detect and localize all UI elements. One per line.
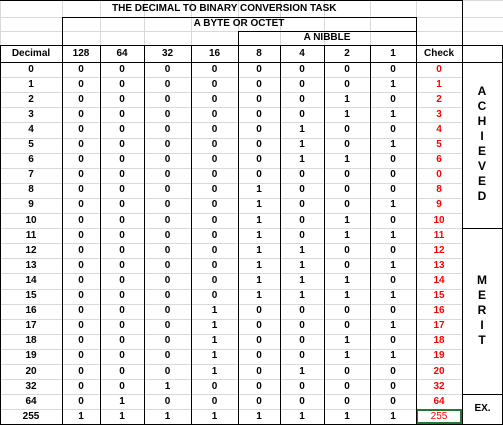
bit-cell[interactable]: 1 (119, 410, 125, 422)
bit-cell[interactable]: 1 (211, 305, 218, 317)
check-cell[interactable]: 19 (433, 350, 445, 362)
column-header-128: 128 (72, 47, 90, 59)
bit-cell[interactable]: 0 (164, 290, 171, 302)
bit-cell[interactable]: 0 (344, 169, 350, 181)
nibble-label: A NIBBLE (303, 32, 351, 43)
bit-cell[interactable]: 0 (119, 199, 125, 211)
check-cell[interactable]: 13 (433, 259, 445, 271)
merit-letter: M (477, 272, 487, 287)
decimal-cell[interactable]: 9 (28, 199, 34, 211)
check-cell[interactable]: 18 (433, 335, 445, 347)
decimal-cell[interactable]: 15 (25, 290, 37, 302)
bit-cell[interactable]: 1 (390, 290, 396, 302)
bit-cell[interactable]: 0 (390, 395, 396, 407)
bit-cell[interactable]: 0 (299, 169, 305, 181)
bit-cell[interactable]: 0 (390, 184, 396, 196)
border-vertical (416, 17, 417, 45)
bit-cell[interactable]: 0 (211, 63, 218, 75)
column-header-decimal: Decimal (11, 47, 51, 59)
bit-cell[interactable]: 0 (299, 320, 305, 332)
bit-cell[interactable]: 0 (119, 184, 125, 196)
bit-cell[interactable]: 1 (256, 290, 262, 302)
column-header-2: 2 (344, 47, 350, 59)
bit-cell[interactable]: 0 (78, 169, 84, 181)
bit-cell[interactable]: 0 (78, 259, 84, 271)
bit-cell[interactable]: 0 (78, 229, 84, 241)
bit-cell[interactable]: 0 (344, 244, 350, 256)
bit-cell[interactable]: 0 (78, 108, 84, 120)
bit-cell[interactable]: 0 (164, 169, 171, 181)
border-horizontal (62, 17, 416, 18)
border-vertical (238, 45, 239, 424)
bit-cell[interactable]: 0 (390, 335, 396, 347)
decimal-cell[interactable]: 0 (28, 63, 34, 75)
bit-cell[interactable]: 1 (390, 229, 396, 241)
bit-cell[interactable]: 0 (299, 350, 305, 362)
border-vertical (238, 31, 239, 45)
decimal-cell[interactable]: 7 (28, 169, 34, 181)
bit-cell[interactable]: 1 (390, 108, 396, 120)
bit-cell[interactable]: 1 (344, 214, 350, 226)
bit-cell[interactable]: 0 (119, 259, 125, 271)
bit-cell[interactable]: 1 (390, 78, 396, 90)
bit-cell[interactable]: 0 (390, 169, 396, 181)
bit-cell[interactable]: 0 (390, 274, 396, 286)
check-cell[interactable]: 255 (416, 409, 462, 424)
bit-cell[interactable]: 0 (390, 93, 396, 105)
decimal-cell[interactable]: 32 (25, 380, 37, 392)
bit-cell[interactable]: 0 (119, 93, 125, 105)
bit-cell[interactable]: 0 (78, 244, 84, 256)
bit-cell[interactable]: 0 (119, 335, 125, 347)
bit-cell[interactable]: 1 (299, 290, 305, 302)
decimal-cell[interactable]: 17 (25, 320, 37, 332)
bit-cell[interactable]: 1 (78, 410, 84, 422)
bit-cell[interactable]: 0 (256, 93, 262, 105)
bit-cell[interactable]: 1 (256, 229, 262, 241)
bit-cell[interactable]: 1 (299, 154, 305, 166)
column-header-check: Check (423, 47, 454, 59)
bit-cell[interactable]: 0 (390, 305, 396, 317)
bit-cell[interactable]: 0 (211, 199, 218, 211)
bit-cell[interactable]: 1 (299, 139, 305, 151)
decimal-cell[interactable]: 2 (28, 93, 34, 105)
bit-cell[interactable]: 0 (211, 154, 218, 166)
border-vertical (144, 45, 145, 424)
bit-cell[interactable]: 1 (256, 244, 262, 256)
check-cell[interactable]: 14 (433, 274, 445, 286)
bit-cell[interactable]: 0 (390, 365, 396, 377)
bit-cell[interactable]: 0 (299, 395, 305, 407)
bit-cell[interactable]: 1 (211, 335, 218, 347)
decimal-cell[interactable]: 19 (25, 350, 37, 362)
bit-cell[interactable]: 0 (164, 139, 171, 151)
bit-cell[interactable]: 1 (211, 320, 218, 332)
bit-cell[interactable]: 0 (78, 320, 84, 332)
bit-cell[interactable]: 0 (119, 169, 125, 181)
column-header-16: 16 (208, 47, 221, 59)
bit-cell[interactable]: 0 (211, 169, 218, 181)
check-cell[interactable]: 12 (433, 244, 445, 256)
bit-cell[interactable]: 0 (256, 63, 262, 75)
bit-cell[interactable]: 0 (164, 184, 171, 196)
check-cell[interactable]: 0 (436, 63, 442, 75)
bit-cell[interactable]: 1 (256, 199, 262, 211)
bit-cell[interactable]: 1 (390, 139, 396, 151)
bit-cell[interactable]: 0 (299, 108, 305, 120)
bit-cell[interactable]: 0 (164, 229, 171, 241)
bit-cell[interactable]: 0 (164, 123, 171, 135)
bit-cell[interactable]: 0 (78, 395, 84, 407)
bit-cell[interactable]: 0 (119, 274, 125, 286)
bit-cell[interactable]: 1 (256, 184, 262, 196)
bit-cell[interactable]: 0 (256, 305, 262, 317)
bit-cell[interactable]: 0 (299, 63, 305, 75)
bit-cell[interactable]: 1 (299, 274, 305, 286)
bit-cell[interactable]: 0 (164, 78, 171, 90)
check-cell[interactable]: 0 (436, 169, 442, 181)
bit-cell[interactable]: 0 (164, 108, 171, 120)
bit-cell[interactable]: 0 (390, 244, 396, 256)
bit-cell[interactable]: 1 (390, 410, 396, 422)
bit-cell[interactable]: 0 (78, 139, 84, 151)
bit-cell[interactable]: 0 (211, 78, 218, 90)
check-cell[interactable]: 2 (436, 93, 442, 105)
bit-cell[interactable]: 0 (390, 154, 396, 166)
bit-cell[interactable]: 0 (344, 199, 350, 211)
bit-cell[interactable]: 0 (256, 365, 262, 377)
column-header-32: 32 (161, 47, 174, 59)
check-cell[interactable]: 10 (433, 214, 445, 226)
bit-cell[interactable]: 0 (211, 108, 218, 120)
bit-cell[interactable]: 0 (119, 78, 125, 90)
bit-cell[interactable]: 1 (256, 274, 262, 286)
excellence-label: EX. (474, 403, 491, 415)
bit-cell[interactable]: 0 (164, 274, 171, 286)
bit-cell[interactable]: 1 (256, 214, 262, 226)
bit-cell[interactable]: 0 (78, 274, 84, 286)
bit-cell[interactable]: 0 (78, 290, 84, 302)
check-cell[interactable]: 15 (433, 290, 445, 302)
border-vertical (0, 45, 1, 424)
bit-cell[interactable]: 1 (390, 320, 396, 332)
bit-cell[interactable]: 1 (344, 290, 350, 302)
border-vertical (62, 17, 63, 45)
decimal-cell[interactable]: 255 (22, 410, 40, 422)
decimal-cell[interactable]: 8 (28, 184, 34, 196)
decimal-cell[interactable]: 4 (28, 123, 34, 135)
bit-cell[interactable]: 1 (344, 274, 350, 286)
bit-cell[interactable]: 0 (119, 154, 125, 166)
decimal-cell[interactable]: 10 (25, 214, 37, 226)
border-vertical (324, 45, 325, 424)
bit-cell[interactable]: 0 (211, 259, 218, 271)
border-horizontal (0, 62, 503, 63)
decimal-cell[interactable]: 3 (28, 108, 34, 120)
decimal-cell[interactable]: 14 (25, 274, 37, 286)
bit-cell[interactable]: 0 (119, 320, 125, 332)
bit-cell[interactable]: 0 (119, 365, 125, 377)
merit-letter: E (477, 287, 486, 302)
check-cell[interactable]: 16 (433, 305, 445, 317)
bit-cell[interactable]: 0 (299, 184, 305, 196)
bit-cell[interactable]: 1 (344, 93, 350, 105)
bit-cell[interactable]: 0 (344, 395, 350, 407)
bit-cell[interactable]: 0 (211, 139, 218, 151)
achieved-letter: E (477, 144, 486, 159)
bit-cell[interactable]: 0 (78, 154, 84, 166)
bit-cell[interactable]: 1 (299, 123, 305, 135)
bit-cell[interactable]: 0 (164, 335, 171, 347)
column-header-1: 1 (390, 47, 396, 59)
bit-cell[interactable]: 0 (78, 63, 84, 75)
bit-cell[interactable]: 0 (390, 63, 396, 75)
bit-cell[interactable]: 0 (344, 123, 350, 135)
bit-cell[interactable]: 1 (390, 199, 396, 211)
bit-cell[interactable]: 0 (119, 139, 125, 151)
bit-cell[interactable]: 0 (119, 290, 125, 302)
bit-cell[interactable]: 1 (256, 259, 262, 271)
bit-cell[interactable]: 0 (256, 154, 262, 166)
bit-cell[interactable]: 0 (164, 305, 171, 317)
bit-cell[interactable]: 0 (119, 350, 125, 362)
border-vertical (191, 45, 192, 424)
check-cell[interactable]: 3 (436, 108, 442, 120)
check-cell[interactable]: 4 (436, 123, 442, 135)
bit-cell[interactable]: 0 (164, 93, 171, 105)
check-cell[interactable]: 5 (436, 139, 442, 151)
check-cell[interactable]: 64 (433, 395, 445, 407)
bit-cell[interactable]: 1 (119, 395, 125, 407)
bit-cell[interactable]: 0 (299, 199, 305, 211)
border-horizontal (0, 0, 462, 1)
bit-cell[interactable]: 1 (390, 259, 396, 271)
decimal-cell[interactable]: 20 (25, 365, 37, 377)
bit-cell[interactable]: 0 (211, 290, 218, 302)
sheet-title: THE DECIMAL TO BINARY CONVERSION TASK (112, 2, 337, 14)
bit-cell[interactable]: 0 (299, 305, 305, 317)
bit-cell[interactable]: 0 (256, 108, 262, 120)
decimal-cell[interactable]: 18 (25, 335, 37, 347)
bit-cell[interactable]: 0 (164, 244, 171, 256)
bit-cell[interactable]: 0 (211, 274, 218, 286)
bit-cell[interactable]: 0 (119, 108, 125, 120)
bit-cell[interactable]: 0 (78, 214, 84, 226)
bit-cell[interactable]: 0 (211, 123, 218, 135)
bit-cell[interactable]: 0 (299, 380, 305, 392)
bit-cell[interactable]: 0 (119, 380, 125, 392)
border-vertical (62, 45, 63, 424)
bit-cell[interactable]: 1 (299, 259, 305, 271)
bit-cell[interactable]: 1 (344, 350, 350, 362)
check-cell[interactable]: 8 (436, 184, 442, 196)
column-header-64: 64 (116, 47, 128, 59)
bit-cell[interactable]: 0 (78, 93, 84, 105)
bit-cell[interactable]: 0 (390, 123, 396, 135)
bit-cell[interactable]: 0 (299, 93, 305, 105)
bit-cell[interactable]: 0 (256, 335, 262, 347)
bit-cell[interactable]: 0 (344, 380, 350, 392)
bit-cell[interactable]: 0 (78, 350, 84, 362)
bit-cell[interactable]: 1 (299, 244, 305, 256)
decimal-cell[interactable]: 64 (25, 395, 37, 407)
bit-cell[interactable]: 1 (256, 410, 262, 422)
decimal-cell[interactable]: 6 (28, 154, 34, 166)
achieved-letter: H (477, 114, 487, 129)
bit-cell[interactable]: 1 (164, 410, 171, 422)
bit-cell[interactable]: 0 (256, 169, 262, 181)
bit-cell[interactable]: 0 (344, 63, 350, 75)
bit-cell[interactable]: 1 (211, 350, 218, 362)
merit-letter: I (480, 317, 484, 332)
border-horizontal (0, 45, 503, 46)
bit-cell[interactable]: 0 (164, 350, 171, 362)
bit-cell[interactable]: 0 (299, 214, 305, 226)
bit-cell[interactable]: 1 (344, 108, 350, 120)
bit-cell[interactable]: 0 (344, 184, 350, 196)
bit-cell[interactable]: 0 (256, 380, 262, 392)
achieved-letter: C (477, 99, 487, 114)
bit-cell[interactable]: 1 (344, 229, 350, 241)
bit-cell[interactable]: 0 (299, 229, 305, 241)
border-vertical (370, 45, 371, 424)
border-vertical (100, 45, 101, 424)
bit-cell[interactable]: 1 (344, 410, 350, 422)
border-horizontal (238, 31, 416, 32)
byte-label: A BYTE OR OCTET (193, 18, 285, 29)
bit-cell[interactable]: 1 (211, 410, 218, 422)
bit-cell[interactable]: 0 (211, 395, 218, 407)
merit-letter: R (477, 302, 487, 317)
bit-cell[interactable]: 0 (119, 305, 125, 317)
decimal-cell[interactable]: 12 (25, 244, 37, 256)
bit-cell[interactable]: 0 (344, 365, 350, 377)
check-cell[interactable]: 9 (436, 199, 442, 211)
bit-cell[interactable]: 0 (299, 335, 305, 347)
bit-cell[interactable]: 0 (119, 214, 125, 226)
bit-cell[interactable]: 0 (119, 244, 125, 256)
decimal-cell[interactable]: 16 (25, 305, 37, 317)
bit-cell[interactable]: 0 (119, 123, 125, 135)
bit-cell[interactable]: 0 (119, 63, 125, 75)
bit-cell[interactable]: 1 (211, 365, 218, 377)
decimal-cell[interactable]: 13 (25, 259, 37, 271)
bit-cell[interactable]: 0 (390, 380, 396, 392)
bit-cell[interactable]: 0 (344, 78, 350, 90)
bit-cell[interactable]: 0 (299, 78, 305, 90)
bit-cell[interactable]: 0 (256, 78, 262, 90)
check-cell[interactable]: 20 (433, 365, 445, 377)
column-header-8: 8 (256, 47, 262, 59)
bit-cell[interactable]: 1 (344, 154, 350, 166)
bit-cell[interactable]: 0 (164, 214, 171, 226)
achieved-letter: D (477, 189, 487, 204)
bit-cell[interactable]: 0 (211, 229, 218, 241)
bit-cell[interactable]: 0 (344, 320, 350, 332)
bit-cell[interactable]: 1 (299, 410, 305, 422)
bit-cell[interactable]: 0 (256, 320, 262, 332)
bit-cell[interactable]: 0 (164, 365, 171, 377)
bit-cell[interactable]: 0 (164, 199, 171, 211)
column-header-4: 4 (299, 47, 305, 59)
bit-cell[interactable]: 0 (78, 78, 84, 90)
bit-cell[interactable]: 0 (256, 350, 262, 362)
achieved-letter: A (477, 84, 487, 99)
decimal-cell[interactable]: 1 (28, 78, 34, 90)
bit-cell[interactable]: 0 (78, 184, 84, 196)
bit-cell[interactable]: 0 (211, 244, 218, 256)
bit-cell[interactable]: 0 (344, 259, 350, 271)
bit-cell[interactable]: 0 (211, 380, 218, 392)
achieved-letter: V (477, 159, 486, 174)
border-vertical (280, 45, 281, 424)
bit-cell[interactable]: 0 (119, 229, 125, 241)
bit-cell[interactable]: 0 (256, 123, 262, 135)
bit-cell[interactable]: 0 (164, 63, 171, 75)
bit-cell[interactable]: 0 (344, 305, 350, 317)
border-horizontal (462, 228, 503, 229)
bit-cell[interactable]: 1 (164, 380, 171, 392)
border-vertical (416, 45, 417, 424)
bit-cell[interactable]: 0 (211, 214, 218, 226)
decimal-cell[interactable]: 11 (25, 229, 37, 241)
check-cell[interactable]: 1 (436, 78, 442, 90)
achieved-letter: E (477, 174, 486, 189)
decimal-cell[interactable]: 5 (28, 139, 34, 151)
check-cell[interactable]: 6 (436, 154, 442, 166)
check-cell[interactable]: 17 (433, 320, 445, 332)
bit-cell[interactable]: 0 (78, 305, 84, 317)
bit-cell[interactable]: 0 (211, 93, 218, 105)
bit-cell[interactable]: 0 (164, 395, 171, 407)
bit-cell[interactable]: 0 (390, 214, 396, 226)
bit-cell[interactable]: 1 (344, 335, 350, 347)
bit-cell[interactable]: 0 (211, 184, 218, 196)
bit-cell[interactable]: 0 (256, 139, 262, 151)
merit-letter: T (478, 332, 486, 347)
bit-cell[interactable]: 0 (344, 139, 350, 151)
check-cell[interactable]: 32 (433, 380, 445, 392)
bit-cell[interactable]: 0 (256, 395, 262, 407)
bit-cell[interactable]: 0 (78, 380, 84, 392)
bit-cell[interactable]: 1 (390, 350, 396, 362)
bit-cell[interactable]: 0 (164, 259, 171, 271)
bit-cell[interactable]: 0 (78, 123, 84, 135)
bit-cell[interactable]: 0 (78, 199, 84, 211)
bit-cell[interactable]: 0 (78, 335, 84, 347)
bit-cell[interactable]: 0 (164, 320, 171, 332)
bit-cell[interactable]: 0 (78, 365, 84, 377)
check-cell[interactable]: 11 (433, 229, 445, 241)
bit-cell[interactable]: 0 (164, 154, 171, 166)
bit-cell[interactable]: 1 (299, 365, 305, 377)
achieved-letter: I (480, 129, 484, 144)
